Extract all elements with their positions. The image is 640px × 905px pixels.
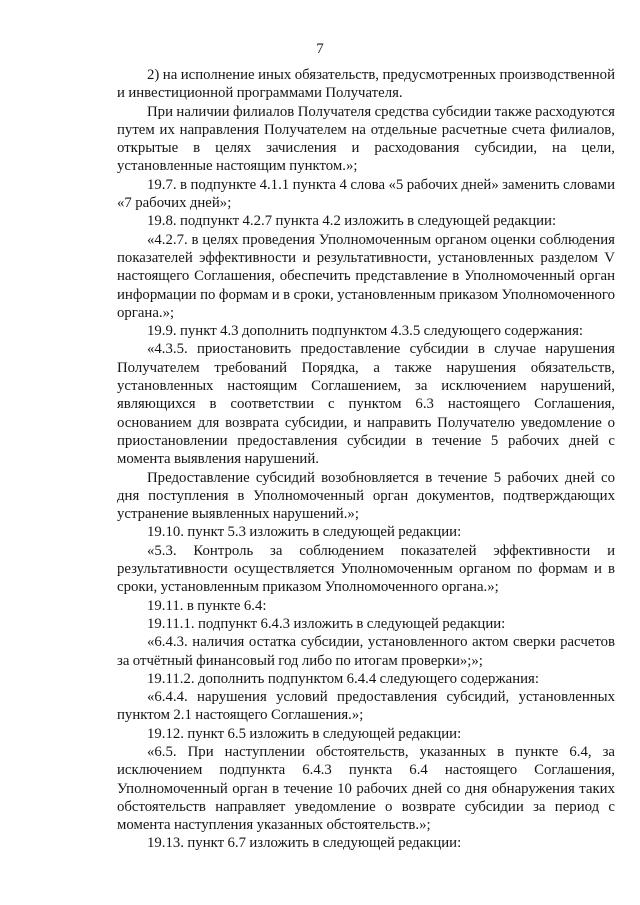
paragraph: «6.4.4. нарушения условий предоставления субсидий, установленных пунктом 2.1 настоящего Соглашения.»; bbox=[117, 689, 615, 724]
paragraph: 19.10. пункт 5.3 изложить в следующей редакции: bbox=[147, 524, 462, 541]
paragraph: «4.3.5. приостановить предоставление субсидии в случае нарушения Получателем требований Порядка, а также нарушения обязательств, установленных настоящим Соглашением, за исключением нарушений, являющихся в соответствии с пунктом 6.3 настоящего Соглашения, основанием для возврата субсидии, и направить Получателю уведомление о приостановлении предоставления субсидии в течение 5 рабочих дней с момента выявления нарушений. bbox=[117, 341, 615, 468]
paragraph: 19.9. пункт 4.3 дополнить подпунктом 4.3.5 следующего содержания: bbox=[147, 323, 584, 340]
paragraph: 19.11.2. дополнить подпунктом 6.4.4 следующего содержания: bbox=[147, 670, 539, 687]
paragraph: 19.8. подпункт 4.2.7 пункта 4.2 изложить в следующей редакции: bbox=[147, 213, 557, 230]
paragraph: 2) на исполнение иных обязательств, предусмотренных производственной и инвестиционной программами Получателя. bbox=[117, 67, 615, 102]
paragraph: «4.2.7. в целях проведения Уполномоченным органом оценки соблюдения показателей эффективности и результативности, установленных разделом V настоящего Соглашения, обеспечить представление в Уполномоченный орган информации по формам и в сроки, установленным приказом Уполномоченного органа.»; bbox=[117, 231, 615, 321]
paragraph: «5.3. Контроль за соблюдением показателей эффективности и результативности осуществляется Уполномоченным органом по формам и в сроки, установленным приказом Уполномоченного органа.»; bbox=[117, 542, 615, 596]
page-number: 7 bbox=[316, 41, 324, 57]
paragraph: 19.11. в пункте 6.4: bbox=[147, 597, 267, 614]
paragraph: «6.5. При наступлении обстоятельств, указанных в пункте 6.4, за исключением подпункта 6.4.3 пункта 6.4 настоящего Соглашения, Уполномоченный орган в течение 10 рабочих дней со дня обнаружения таких обстоятельств направляет уведомление о возврате субсидии за период с момента наступления указанных обстоятельств.»; bbox=[117, 743, 615, 834]
paragraph: 19.11.1. подпункт 6.4.3 изложить в следующей редакции: bbox=[147, 615, 506, 632]
paragraph: 19.12. пункт 6.5 изложить в следующей редакции: bbox=[147, 725, 462, 742]
paragraph: При наличии филиалов Получателя средства субсидии также расходуются путем их направления Получателем на отдельные расчетные счета филиалов, открытые в целях зачисления и расходования субсидии, на цели, установленные настоящим пунктом.»; bbox=[117, 103, 615, 175]
document-body bbox=[117, 66, 615, 853]
paragraph: 19.7. в подпункте 4.1.1 пункта 4 слова «5 рабочих дней» заменить словами «7 рабочих дней»; bbox=[117, 176, 615, 212]
paragraph: 19.13. пункт 6.7 изложить в следующей редакции: bbox=[147, 835, 462, 852]
paragraph: «6.4.3. наличия остатка субсидии, установленного актом сверки расчетов за отчётный финансовый год либо по итогам проверки»;»; bbox=[117, 634, 615, 669]
paragraph: Предоставление субсидий возобновляется в течение 5 рабочих дней со дня поступления в Уполномоченный орган документов, подтверждающих устранение выявленных нарушений.»; bbox=[117, 469, 615, 523]
